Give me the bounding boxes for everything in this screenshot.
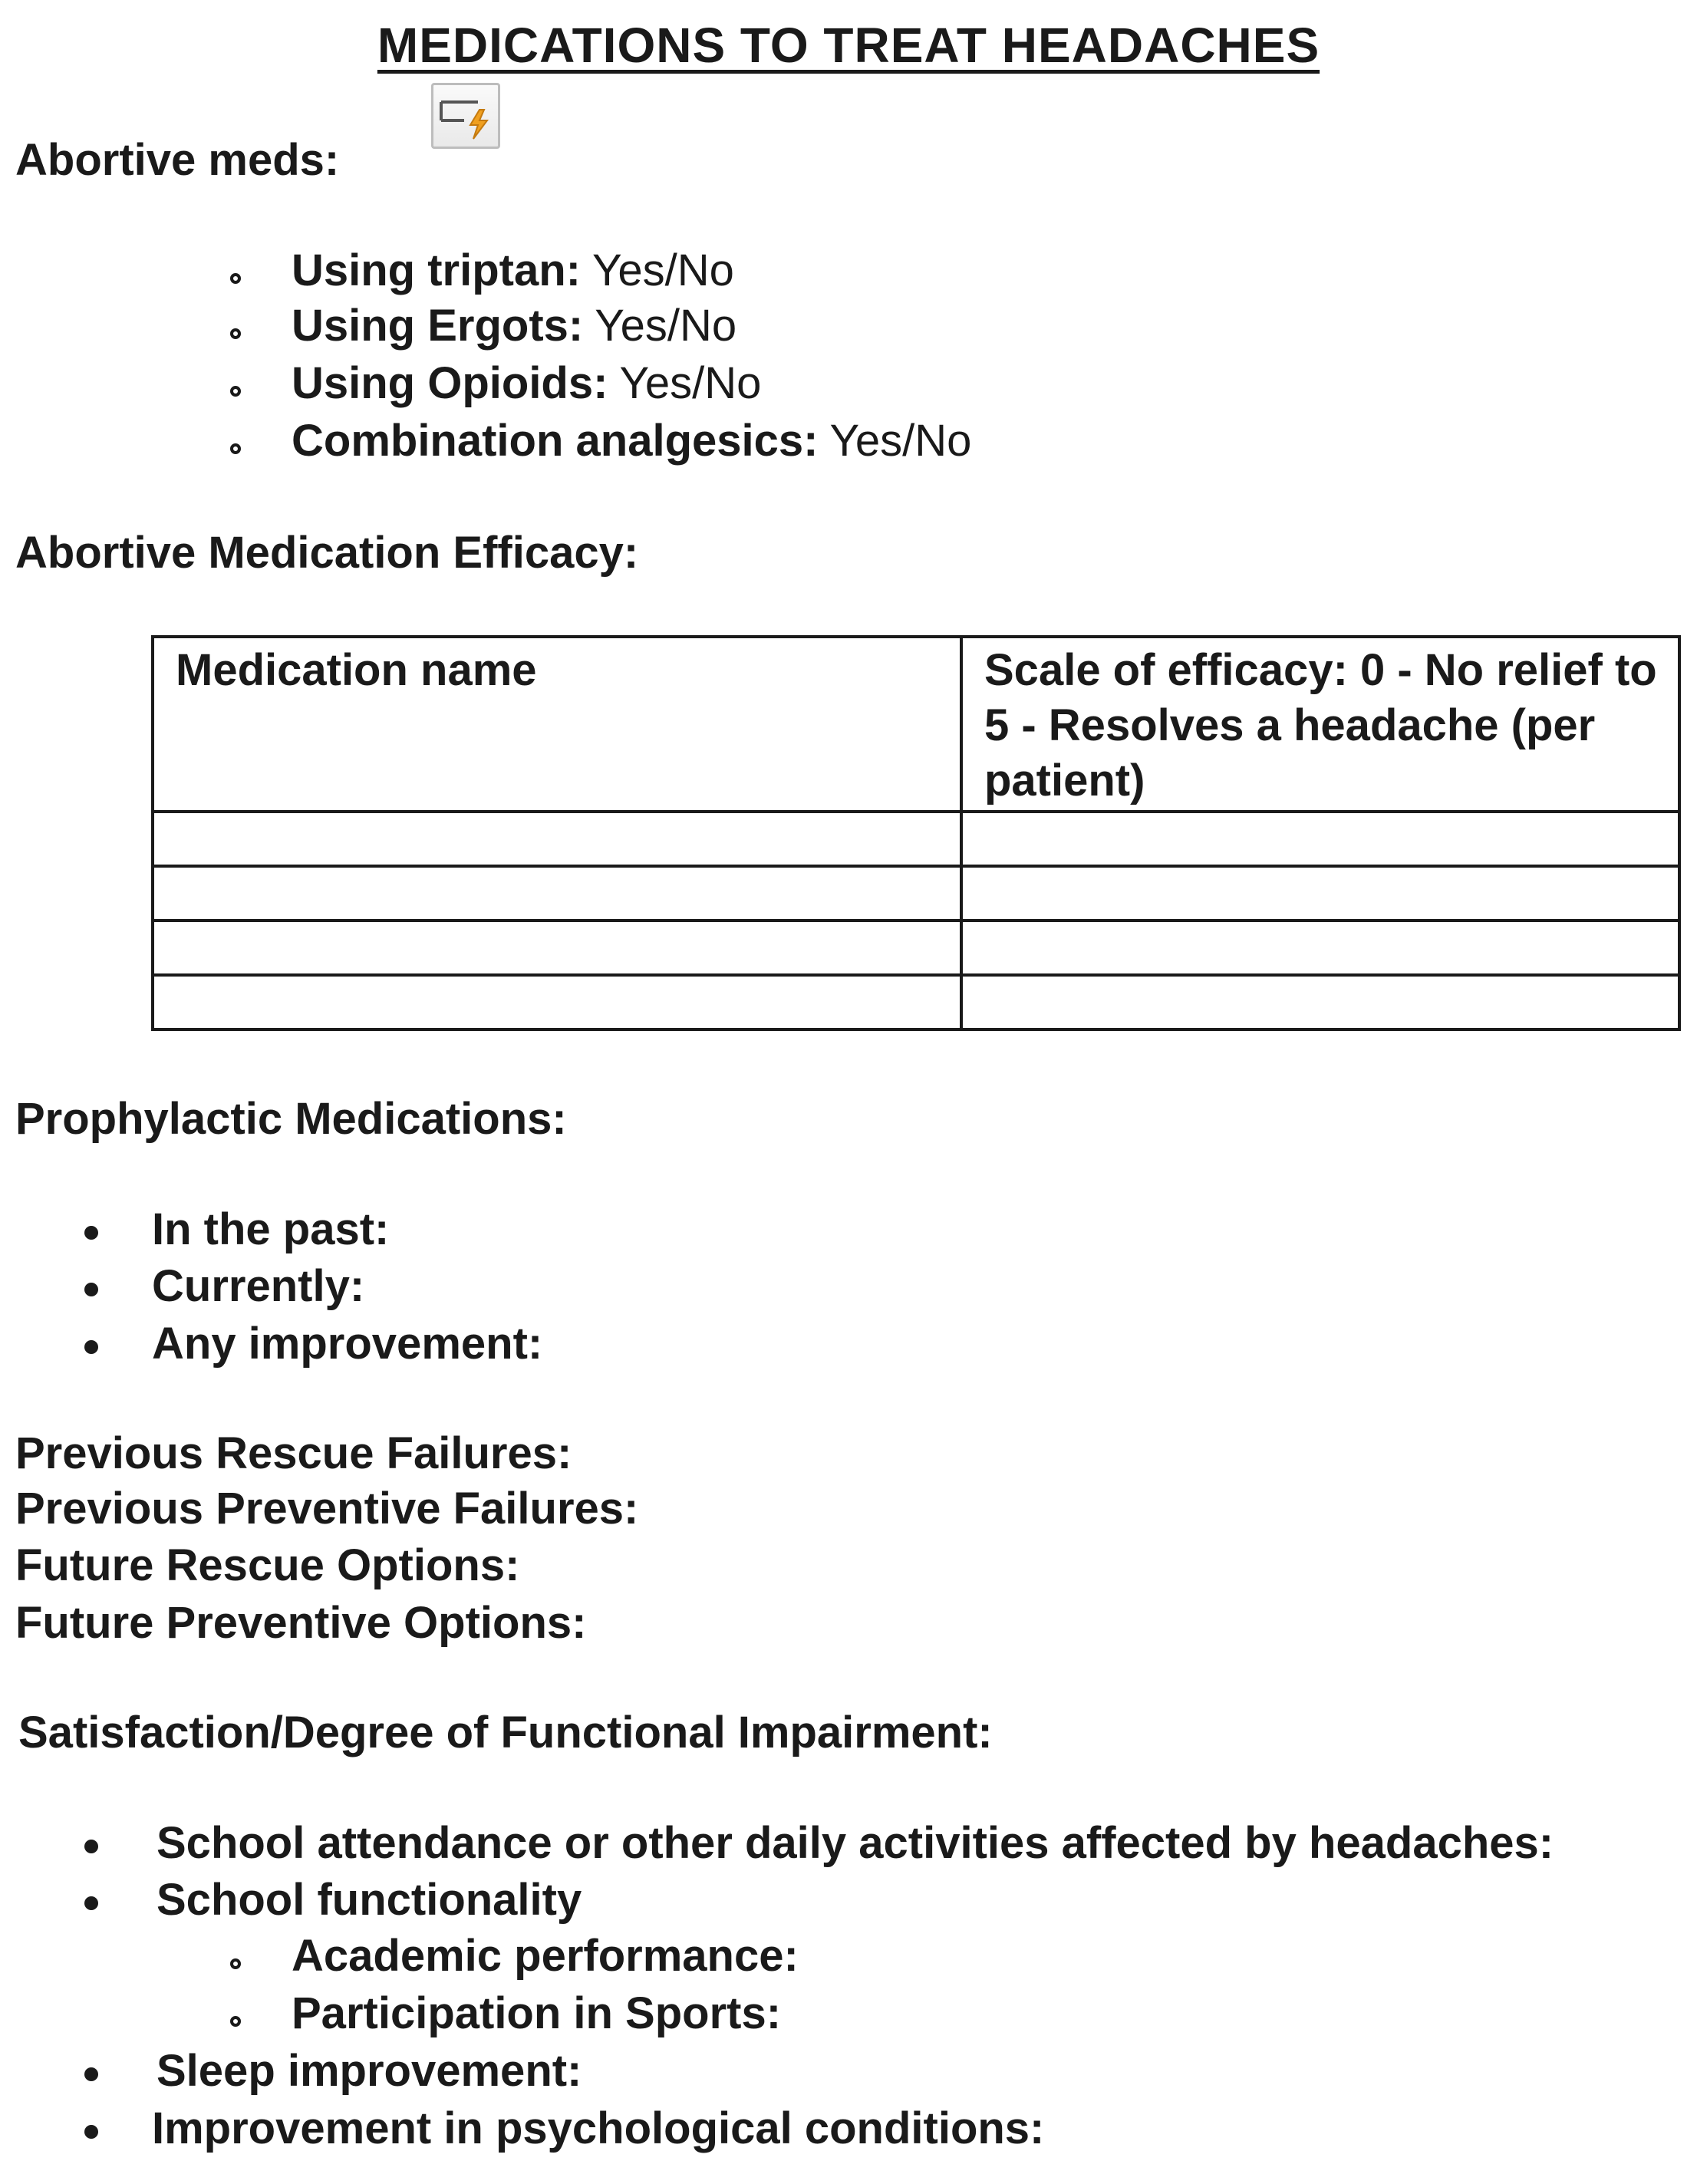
abortive-item-label: Using Ergots: [292, 301, 584, 351]
bullet-icon [84, 1340, 98, 1354]
abortive-item-triptan [292, 245, 734, 295]
prophylactic-item-label: In the past: [152, 1204, 390, 1254]
column-header-medication: Medication name [153, 637, 961, 812]
satisfaction-heading: Satisfaction/Degree of Functional Impairment: [18, 1708, 993, 1757]
bullet-icon [84, 1896, 98, 1910]
satisfaction-subitem-sports [292, 1988, 782, 2038]
future-preventive-options: Future Preventive Options: [15, 1598, 587, 1648]
abortive-item-value: Yes/No [580, 245, 734, 295]
satisfaction-subitem-academic [292, 1931, 799, 1981]
future-rescue-options: Future Rescue Options: [15, 1540, 520, 1590]
form-field-icon[interactable] [431, 83, 500, 149]
satisfaction-item-sleep [157, 2046, 582, 2096]
circle-bullet-icon [230, 443, 241, 454]
table-cell-medication[interactable] [153, 866, 961, 921]
prophylactic-heading: Prophylactic Medications: [15, 1094, 567, 1144]
circle-bullet-icon [230, 273, 241, 284]
satisfaction-subitem-label: Participation in Sports: [292, 1988, 782, 2038]
abortive-item-label: Using triptan: [292, 245, 581, 295]
circle-bullet-icon [230, 1958, 241, 1969]
previous-rescue-failures: Previous Rescue Failures: [15, 1428, 572, 1478]
satisfaction-subitem-label: Academic performance: [292, 1931, 799, 1981]
abortive-item-ergots [292, 301, 737, 351]
satisfaction-item-school-functionality [157, 1875, 582, 1925]
table-cell-scale[interactable] [961, 921, 1679, 975]
satisfaction-item-label: School attendance or other daily activities affected by headaches: [157, 1818, 1554, 1868]
abortive-item-label: Using Opioids: [292, 358, 608, 408]
bullet-icon [84, 1283, 98, 1296]
circle-bullet-icon [230, 328, 241, 339]
efficacy-table [151, 635, 1681, 1031]
table-cell-scale[interactable] [961, 812, 1679, 866]
prophylactic-item-past [152, 1204, 390, 1254]
bullet-icon [84, 1840, 98, 1853]
satisfaction-item-label: School functionality [157, 1875, 582, 1925]
table-row [153, 812, 1679, 866]
table-row [153, 866, 1679, 921]
table-cell-medication[interactable] [153, 975, 961, 1029]
abortive-item-label: Combination analgesics: [292, 416, 819, 466]
bullet-icon [84, 1226, 98, 1240]
table-cell-scale[interactable] [961, 866, 1679, 921]
prophylactic-item-improvement [152, 1319, 543, 1369]
prophylactic-item-currently [152, 1261, 365, 1311]
table-row [153, 975, 1679, 1029]
satisfaction-item-attendance [157, 1818, 1554, 1868]
abortive-item-opioids [292, 358, 762, 408]
satisfaction-item-label: Sleep improvement: [157, 2046, 582, 2096]
abortive-item-value: Yes/No [583, 301, 737, 351]
form-field-icon-graphic [433, 85, 498, 147]
document-title: MEDICATIONS TO TREAT HEADACHES [377, 18, 1320, 73]
table-cell-scale[interactable] [961, 975, 1679, 1029]
efficacy-heading: Abortive Medication Efficacy: [15, 528, 639, 578]
abortive-item-combination [292, 416, 972, 466]
prophylactic-item-label: Currently: [152, 1261, 365, 1311]
table-row [153, 921, 1679, 975]
bullet-icon [84, 2067, 98, 2081]
abortive-item-value: Yes/No [608, 358, 762, 408]
bullet-icon [84, 2125, 98, 2139]
prophylactic-item-label: Any improvement: [152, 1319, 543, 1369]
abortive-item-value: Yes/No [818, 416, 972, 466]
circle-bullet-icon [230, 386, 241, 397]
abortive-meds-heading: Abortive meds: [15, 135, 340, 185]
table-header-row [153, 637, 1679, 812]
satisfaction-item-psychological [152, 2103, 1045, 2153]
column-header-scale: Scale of efficacy: 0 - No relief to 5 - Resolves a headache (per patient) [961, 637, 1679, 812]
satisfaction-item-label: Improvement in psychological conditions: [152, 2103, 1045, 2153]
previous-preventive-failures: Previous Preventive Failures: [15, 1484, 639, 1533]
table-cell-medication[interactable] [153, 812, 961, 866]
circle-bullet-icon [230, 2016, 241, 2027]
table-cell-medication[interactable] [153, 921, 961, 975]
